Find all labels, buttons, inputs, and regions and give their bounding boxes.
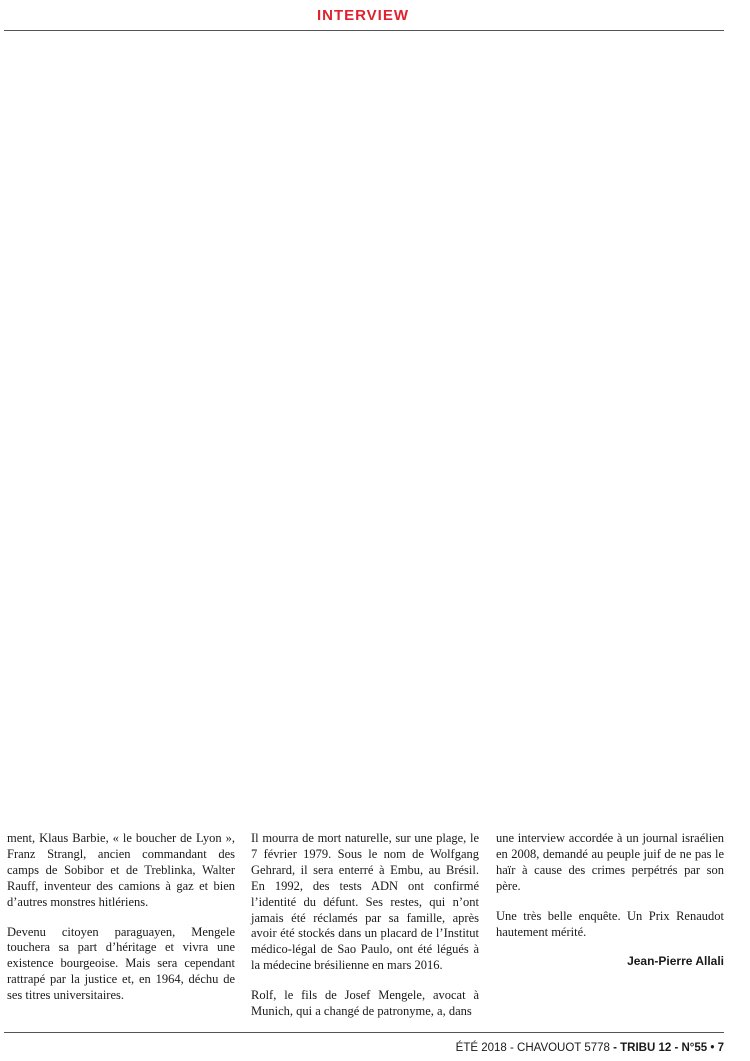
top-rule <box>4 30 724 31</box>
paragraph: Une très belle enquête. Un Prix Renaudot hautement mérité. <box>496 908 724 939</box>
paragraph: Rolf, le fils de Josef Mengele, avocat à Munich, qui a changé de patronyme, a, dans <box>251 988 479 1019</box>
magazine-page-number: - TRIBU 12 - N°55 • 7 <box>613 1042 724 1054</box>
page-footer <box>456 1042 724 1054</box>
section-title: INTERVIEW <box>316 7 410 24</box>
paragraph: Devenu citoyen paraguayen, Mengele touchera sa part d’héritage et vivra une existence bourgeoise. Mais sera cependant rattrapé par la justice et, en 1964, déchu de ses titres universitaires. <box>7 924 235 1003</box>
paragraph: Il mourra de mort naturelle, sur une plage, le 7 février 1979. Sous le nom de Wolfgang Gehrard, il sera enterré à Embu, au Brésil. En 1992, des tests ADN ont confirmé l’identité du défunt. Ses restes, qui n’ont jamais été réclamés par sa famille, après avoir été stockés dans un placard de l’Institut médico-légal de Sao Paulo, ont été légués à la médecine brésilienne en mars 2016. <box>251 831 479 973</box>
paragraph: une interview accordée à un journal israélien en 2008, demandé au peuple juif de ne pas le haïr à cause des crimes perpétrés par son père. <box>496 831 724 893</box>
issue-date: ÉTÉ 2018 - CHAVOUOT 5778 <box>455 1042 610 1054</box>
photo-area <box>4 33 724 823</box>
author-signature: Jean-Pierre Allali <box>627 954 724 969</box>
paragraph: ment, Klaus Barbie, « le boucher de Lyon », Franz Strangl, ancien commandant des camps de Sobibor et de Treblinka, Walter Rauff, inventeur des camions à gaz et bien d’autres monstres hitlériens. <box>7 831 235 909</box>
article-column-2 <box>251 831 479 1034</box>
article-column-1 <box>7 831 235 1018</box>
bottom-rule <box>4 1032 724 1033</box>
article-column-3 <box>496 831 724 970</box>
